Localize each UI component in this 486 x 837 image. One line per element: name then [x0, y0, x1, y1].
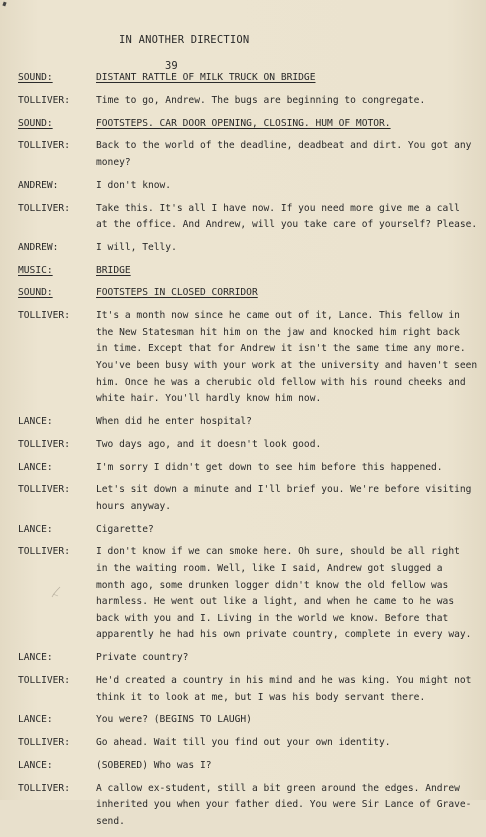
script-line: [18, 240, 480, 257]
speaker-label: LANCE:: [18, 759, 53, 771]
speaker-label: TOLLIVER:: [18, 546, 70, 558]
speaker-label: LANCE:: [18, 461, 53, 473]
script-line: [18, 460, 480, 477]
page-number: 39: [165, 60, 178, 72]
dialogue-text: Cigarette?: [96, 523, 154, 535]
speaker-label: SOUND:: [18, 117, 53, 129]
dialogue-text: Take this. It's all I have now. If you need more give me a call at the office. And Andrew, will you take care of yourself? Please.: [96, 202, 478, 231]
script-line: [18, 70, 480, 87]
script-line: [18, 201, 480, 234]
dialogue-text: Let's sit down a minute and I'll brief you. We're before visiting hours anyway.: [96, 484, 472, 512]
dialogue-text: You were? (BEGINS TO LAUGH): [96, 714, 252, 726]
speaker-label: TOLLIVER:: [18, 782, 70, 794]
dialogue-text: I don't know.: [96, 179, 172, 191]
script-line: [18, 781, 480, 831]
dialogue-text: When did he enter hospital?: [96, 415, 252, 427]
script-line: [18, 437, 480, 454]
dialogue-text: Two days ago, and it doesn't look good.: [96, 438, 322, 450]
speaker-label: TOLLIVER:: [18, 675, 70, 686]
script-line: [18, 482, 480, 515]
script-line: [18, 116, 480, 133]
pencil-mark: [50, 585, 62, 599]
script-line: [18, 308, 480, 408]
script-title: IN ANOTHER DIRECTION: [119, 34, 250, 46]
dialogue-text: I'm sorry I didn't get down to see him before this happened.: [96, 461, 443, 473]
speaker-label: TOLLIVER:: [18, 737, 70, 749]
script-line: [18, 178, 480, 195]
stage-direction: DISTANT RATTLE OF MILK TRUCK ON BRIDGE: [96, 72, 316, 83]
speaker-label: TOLLIVER:: [18, 484, 70, 496]
speaker-label: ANDREW:: [18, 241, 59, 253]
dialogue-text: He'd created a country in his mind and he was king. You might not think it to look at me, but I was his body servant there.: [96, 675, 472, 703]
stage-direction: FOOTSTEPS. CAR DOOR OPENING, CLOSING. HUM OF MOTOR.: [96, 117, 391, 129]
dialogue-text: I don't know if we can smoke here. Oh sure, should be all right in the waiting room. Well, like I said, Andrew got slugged a month ago, some drunken logger didn't know the old fellow was harmless. He went out like a light, and when he came to he was back with you and I. Living in the world we know. Before that apparently he had his own private country, complete in every way.: [96, 546, 472, 641]
dialogue-text: Time to go, Andrew. The bugs are beginning to congregate.: [96, 94, 426, 106]
speaker-label: ANDREW:: [18, 179, 59, 191]
speaker-label: LANCE:: [18, 415, 53, 427]
script-line: [18, 138, 480, 171]
script-line: [18, 522, 480, 539]
speaker-label: LANCE:: [18, 523, 53, 535]
dialogue-text: I will, Telly.: [96, 241, 177, 253]
dialogue-text: Private country?: [96, 652, 189, 664]
script-line: [18, 758, 480, 775]
speaker-label: TOLLIVER:: [18, 140, 70, 152]
script-line: [18, 285, 480, 302]
dialogue-text: It's a month now since he came out of it, Lance. This fellow in the New Statesman hit him on the jaw and knocked him right back in time. Except that for Andrew it isn't the same time any more. You've been busy with your work at the university and haven't seen him. Once he was a cherubic old fellow with his round cheeks and white hair. You'll hardly know him now.: [96, 310, 478, 405]
dialogue-text: (SOBERED) Who was I?: [96, 759, 212, 771]
speaker-label: SOUND:: [18, 287, 53, 299]
script-body: [18, 70, 480, 837]
script-line: [18, 93, 480, 110]
speaker-label: LANCE:: [18, 714, 53, 726]
dialogue-text: Back to the world of the deadline, deadbeat and dirt. You got any money?: [96, 140, 472, 168]
dialogue-text: A callow ex-student, still a bit green around the edges. Andrew inherited you when your father died. You were Sir Lance of Grave- send.: [96, 782, 472, 827]
speaker-label: SOUND:: [18, 72, 53, 83]
script-line: [18, 735, 480, 752]
speaker-label: MUSIC:: [18, 264, 53, 276]
speaker-label: TOLLIVER:: [18, 202, 70, 214]
script-line: [18, 414, 480, 431]
corner-mark: [2, 2, 6, 7]
script-line: [18, 263, 480, 280]
script-line: [18, 712, 480, 729]
speaker-label: TOLLIVER:: [18, 310, 70, 322]
script-line: [18, 544, 480, 644]
speaker-label: TOLLIVER:: [18, 438, 70, 450]
speaker-label: TOLLIVER:: [18, 94, 70, 106]
script-line: [18, 650, 480, 667]
dialogue-text: Go ahead. Wait till you find out your own identity.: [96, 737, 391, 749]
stage-direction: BRIDGE: [96, 264, 131, 276]
speaker-label: LANCE:: [18, 652, 53, 664]
stage-direction: FOOTSTEPS IN CLOSED CORRIDOR: [96, 287, 258, 299]
script-line: [18, 673, 480, 706]
